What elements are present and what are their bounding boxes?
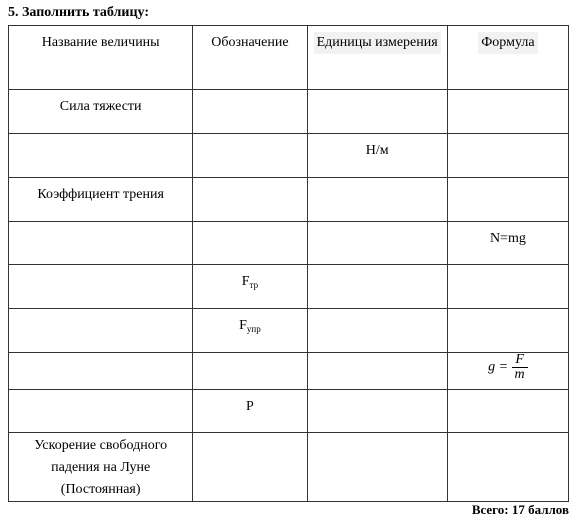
formula-cell[interactable] (447, 265, 568, 309)
header-row (9, 26, 569, 90)
table-row (9, 433, 569, 502)
formula-cell[interactable] (447, 390, 568, 433)
header-cell-formula (447, 26, 568, 90)
formula-cell[interactable] (447, 353, 568, 390)
formula-cell[interactable]: N=mg (447, 222, 568, 265)
quantity-cell[interactable] (9, 309, 193, 353)
quantity-cell[interactable] (9, 134, 193, 178)
unit-cell[interactable] (307, 433, 447, 502)
symbol-subscript: упр (246, 324, 261, 334)
table-row (9, 353, 569, 390)
symbol-base: F (241, 274, 250, 289)
unit-cell[interactable] (307, 178, 447, 222)
formula-fraction (512, 353, 528, 382)
unit-cell[interactable] (307, 309, 447, 353)
table-row (9, 390, 569, 433)
fraction-numerator: F (515, 352, 524, 367)
symbol-cell[interactable] (193, 90, 307, 134)
table-row (9, 265, 569, 309)
formula-cell[interactable] (447, 90, 568, 134)
table-row (9, 134, 569, 178)
unit-cell[interactable] (307, 265, 447, 309)
symbol-cell[interactable] (193, 222, 307, 265)
symbol-cell[interactable]: P (193, 390, 307, 433)
unit-cell[interactable] (307, 390, 447, 433)
header-units-text: Единицы измерения (314, 32, 441, 54)
unit-cell[interactable] (307, 222, 447, 265)
symbol-cell[interactable] (193, 134, 307, 178)
total-score: Всего: 17 баллов (471, 502, 569, 517)
header-cell-units (307, 26, 447, 90)
symbol-cell[interactable] (193, 309, 307, 353)
symbol-cell[interactable] (193, 265, 307, 309)
quantity-cell[interactable] (9, 222, 193, 265)
table-row (9, 222, 569, 265)
quantity-cell[interactable]: Ускорение свободного падения на Луне (Постоянная) (9, 433, 193, 502)
formula-cell[interactable] (447, 134, 568, 178)
unit-cell[interactable] (307, 90, 447, 134)
symbol-subscript: тр (249, 280, 259, 290)
table-row (9, 90, 569, 134)
fill-in-table (8, 25, 569, 502)
table-row (9, 178, 569, 222)
formula-lhs: g = (488, 359, 509, 375)
quantity-cell[interactable]: Сила тяжести (9, 90, 193, 134)
header-cell-symbol: Обозначение (193, 26, 307, 90)
unit-cell[interactable]: Н/м (307, 134, 447, 178)
formula-cell[interactable] (447, 309, 568, 353)
formula-cell[interactable] (447, 178, 568, 222)
symbol-cell[interactable] (193, 178, 307, 222)
quantity-cell[interactable] (9, 390, 193, 433)
symbol-base: F (239, 318, 247, 333)
fraction-denominator: m (514, 367, 525, 382)
table-row (9, 309, 569, 353)
quantity-cell[interactable] (9, 353, 193, 390)
header-cell-quantity: Название величины (9, 26, 193, 90)
symbol-cell[interactable] (193, 353, 307, 390)
header-formula-text: Формула (478, 32, 537, 54)
unit-cell[interactable] (307, 353, 447, 390)
formula-cell[interactable] (447, 433, 568, 502)
quantity-cell[interactable] (9, 265, 193, 309)
quantity-cell[interactable]: Коэффициент трения (9, 178, 193, 222)
task-heading: 5. Заполнить таблицу: (8, 5, 150, 20)
symbol-cell[interactable] (193, 433, 307, 502)
